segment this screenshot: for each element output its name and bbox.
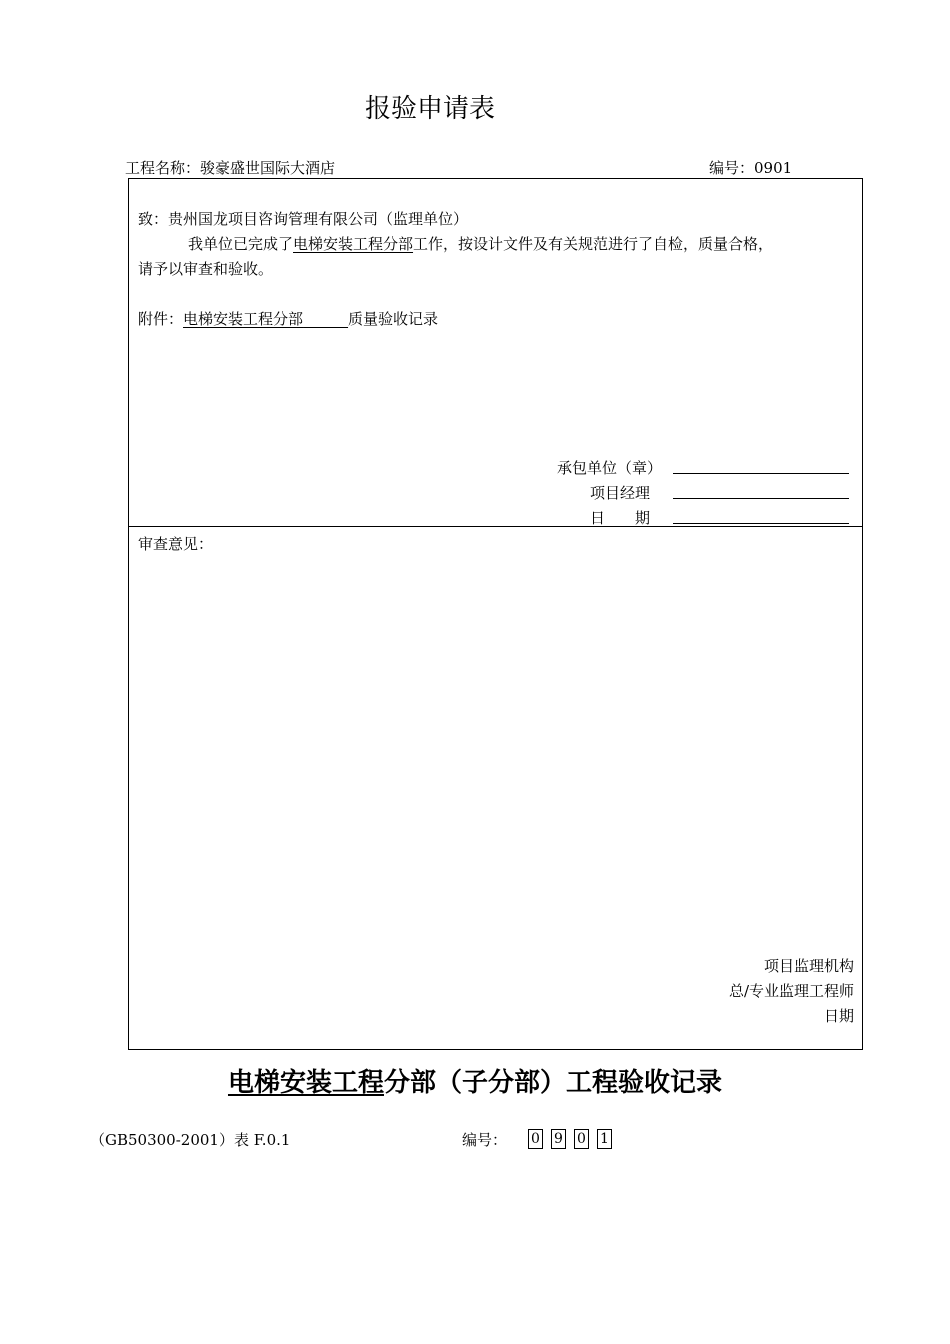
completion-prefix: 我单位已完成了 [188,235,294,253]
attachment-suffix: 质量验收记录 [348,310,439,328]
review-date-label: 日期 [823,1007,854,1025]
record-number-digit: 0 [528,1129,543,1149]
request-line: 请予以审查和验收。 [138,260,274,278]
contractor-signature-line [673,473,849,474]
record-number-digit: 0 [574,1129,589,1149]
record-title-project: 电梯安装工程 [227,1068,384,1098]
application-date-line [673,523,849,524]
attachment-line [138,308,438,329]
supervising-engineer-label: 总/专业监理工程师 [728,982,854,1000]
record-title-rest: 分部（子分部）工程验收记录 [384,1068,723,1098]
attachment-blank [303,310,348,328]
record-number-digit: 9 [551,1129,566,1149]
supervision-org-label: 项目监理机构 [763,957,854,975]
project-name: 工程名称：骏豪盛世国际大酒店 [125,159,336,177]
manager-signature-line [673,498,849,499]
form-title: 报验申请表 [364,94,495,124]
record-title [0,1062,950,1099]
review-section [128,525,863,1050]
attachment-work-name: 电梯安装工程分部 [183,310,304,328]
completed-work-name: 电梯安装工程分部 [293,235,414,253]
form-number: 编号：0901 [709,159,793,177]
manager-label: 项目经理 [590,484,651,502]
completion-suffix: 工作，按设计文件及有关规范进行了自检，质量合格， [413,235,774,253]
record-number-digit: 1 [597,1129,612,1149]
review-opinion-label: 审查意见： [138,535,214,553]
application-section [128,178,863,527]
addressee-line: 致：贵州国龙项目咨询管理有限公司（监理单位） [138,210,469,228]
record-number-label: 编号： [462,1131,508,1149]
contractor-label: 承包单位（章） [557,459,663,477]
standard-reference: （GB50300-2001）表 F.0.1 [90,1131,291,1149]
attachment-prefix: 附件： [138,310,184,328]
completion-statement [188,233,773,254]
application-date-label: 日 期 [590,509,651,527]
